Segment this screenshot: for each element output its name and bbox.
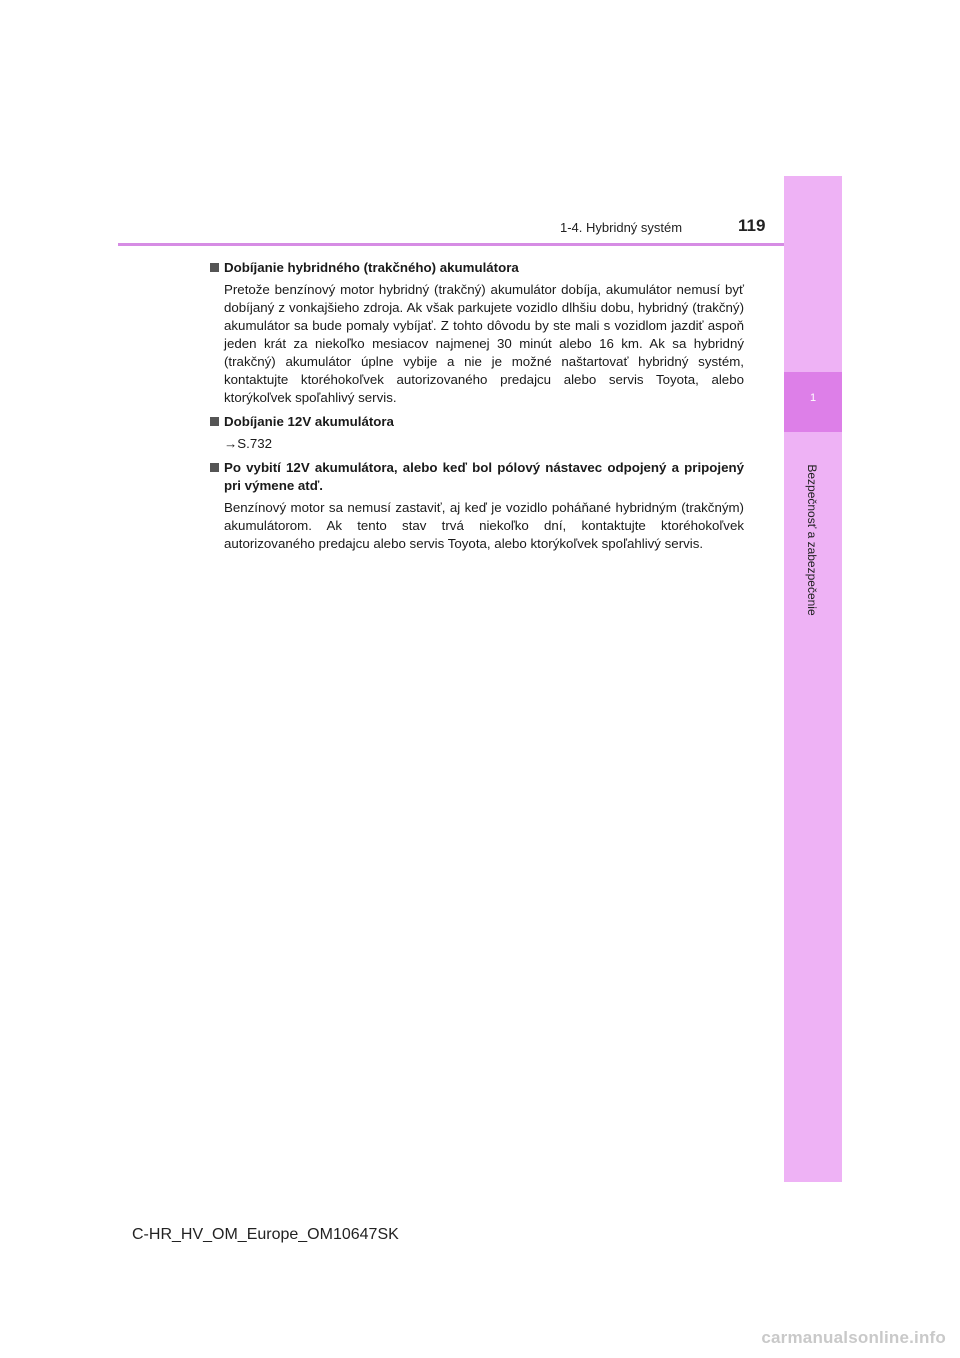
section-heading — [210, 259, 744, 277]
square-bullet-icon — [210, 463, 219, 472]
section-body: Benzínový motor sa nemusí zastaviť, aj keď je vozidlo poháňané hybridným (trakčným) akumulátorom. Ak tento stav trvá niekoľko dní, kontaktujte ktoréhokoľvek autorizovaného predajcu alebo servis Toyota, alebo ktorýkoľvek spoľahlivý servis. — [224, 500, 744, 551]
square-bullet-icon — [210, 417, 219, 426]
watermark: carmanualsonline.info — [761, 1328, 946, 1347]
header-rule — [118, 243, 784, 246]
page-reference-link[interactable]: →S.732 — [224, 436, 273, 451]
chapter-title: Bezpečnosť a zabezpečenie — [805, 464, 819, 616]
section-body: Pretože benzínový motor hybridný (trakčný) akumulátor dobíja, akumulátor nemusí byť dobíjaný z vonkajšieho zdroja. Ak však parkujete vozidlo dlhšiu dobu, hybridný (trakčný) akumulátor sa bude pomaly vybíjať. Z tohto dôvodu by ste mali s vozidlom jazdiť aspoň jeden krát za niekoľko mesiacov najmenej 30 minút alebo 16 km. Ak sa hybridný (trakčný) akumulátor úplne vybije a nie je možné naštartovať hybridný systém, kontaktujte ktoréhokoľvek autorizovaného predajcu alebo servis Toyota, alebo ktorýkoľvek spoľahlivý servis. — [224, 282, 744, 405]
section-heading — [210, 413, 744, 431]
page-content — [210, 254, 744, 553]
section-heading-text: Dobíjanie 12V akumulátora — [224, 414, 394, 429]
square-bullet-icon — [210, 263, 219, 272]
section-heading — [210, 459, 744, 495]
chapter-number: 1 — [809, 392, 817, 404]
chapter-sidebar — [784, 176, 842, 1182]
page-number: 119 — [738, 216, 766, 235]
section-heading-text: Po vybití 12V akumulátora, alebo keď bol pólový nástavec odpojený a pripojený pri výmene atď. — [224, 460, 744, 493]
document-code: C-HR_HV_OM_Europe_OM10647SK — [132, 1226, 399, 1243]
section-heading-text: Dobíjanie hybridného (trakčného) akumulátora — [224, 260, 519, 275]
section-title: 1-4. Hybridný systém — [560, 220, 683, 235]
